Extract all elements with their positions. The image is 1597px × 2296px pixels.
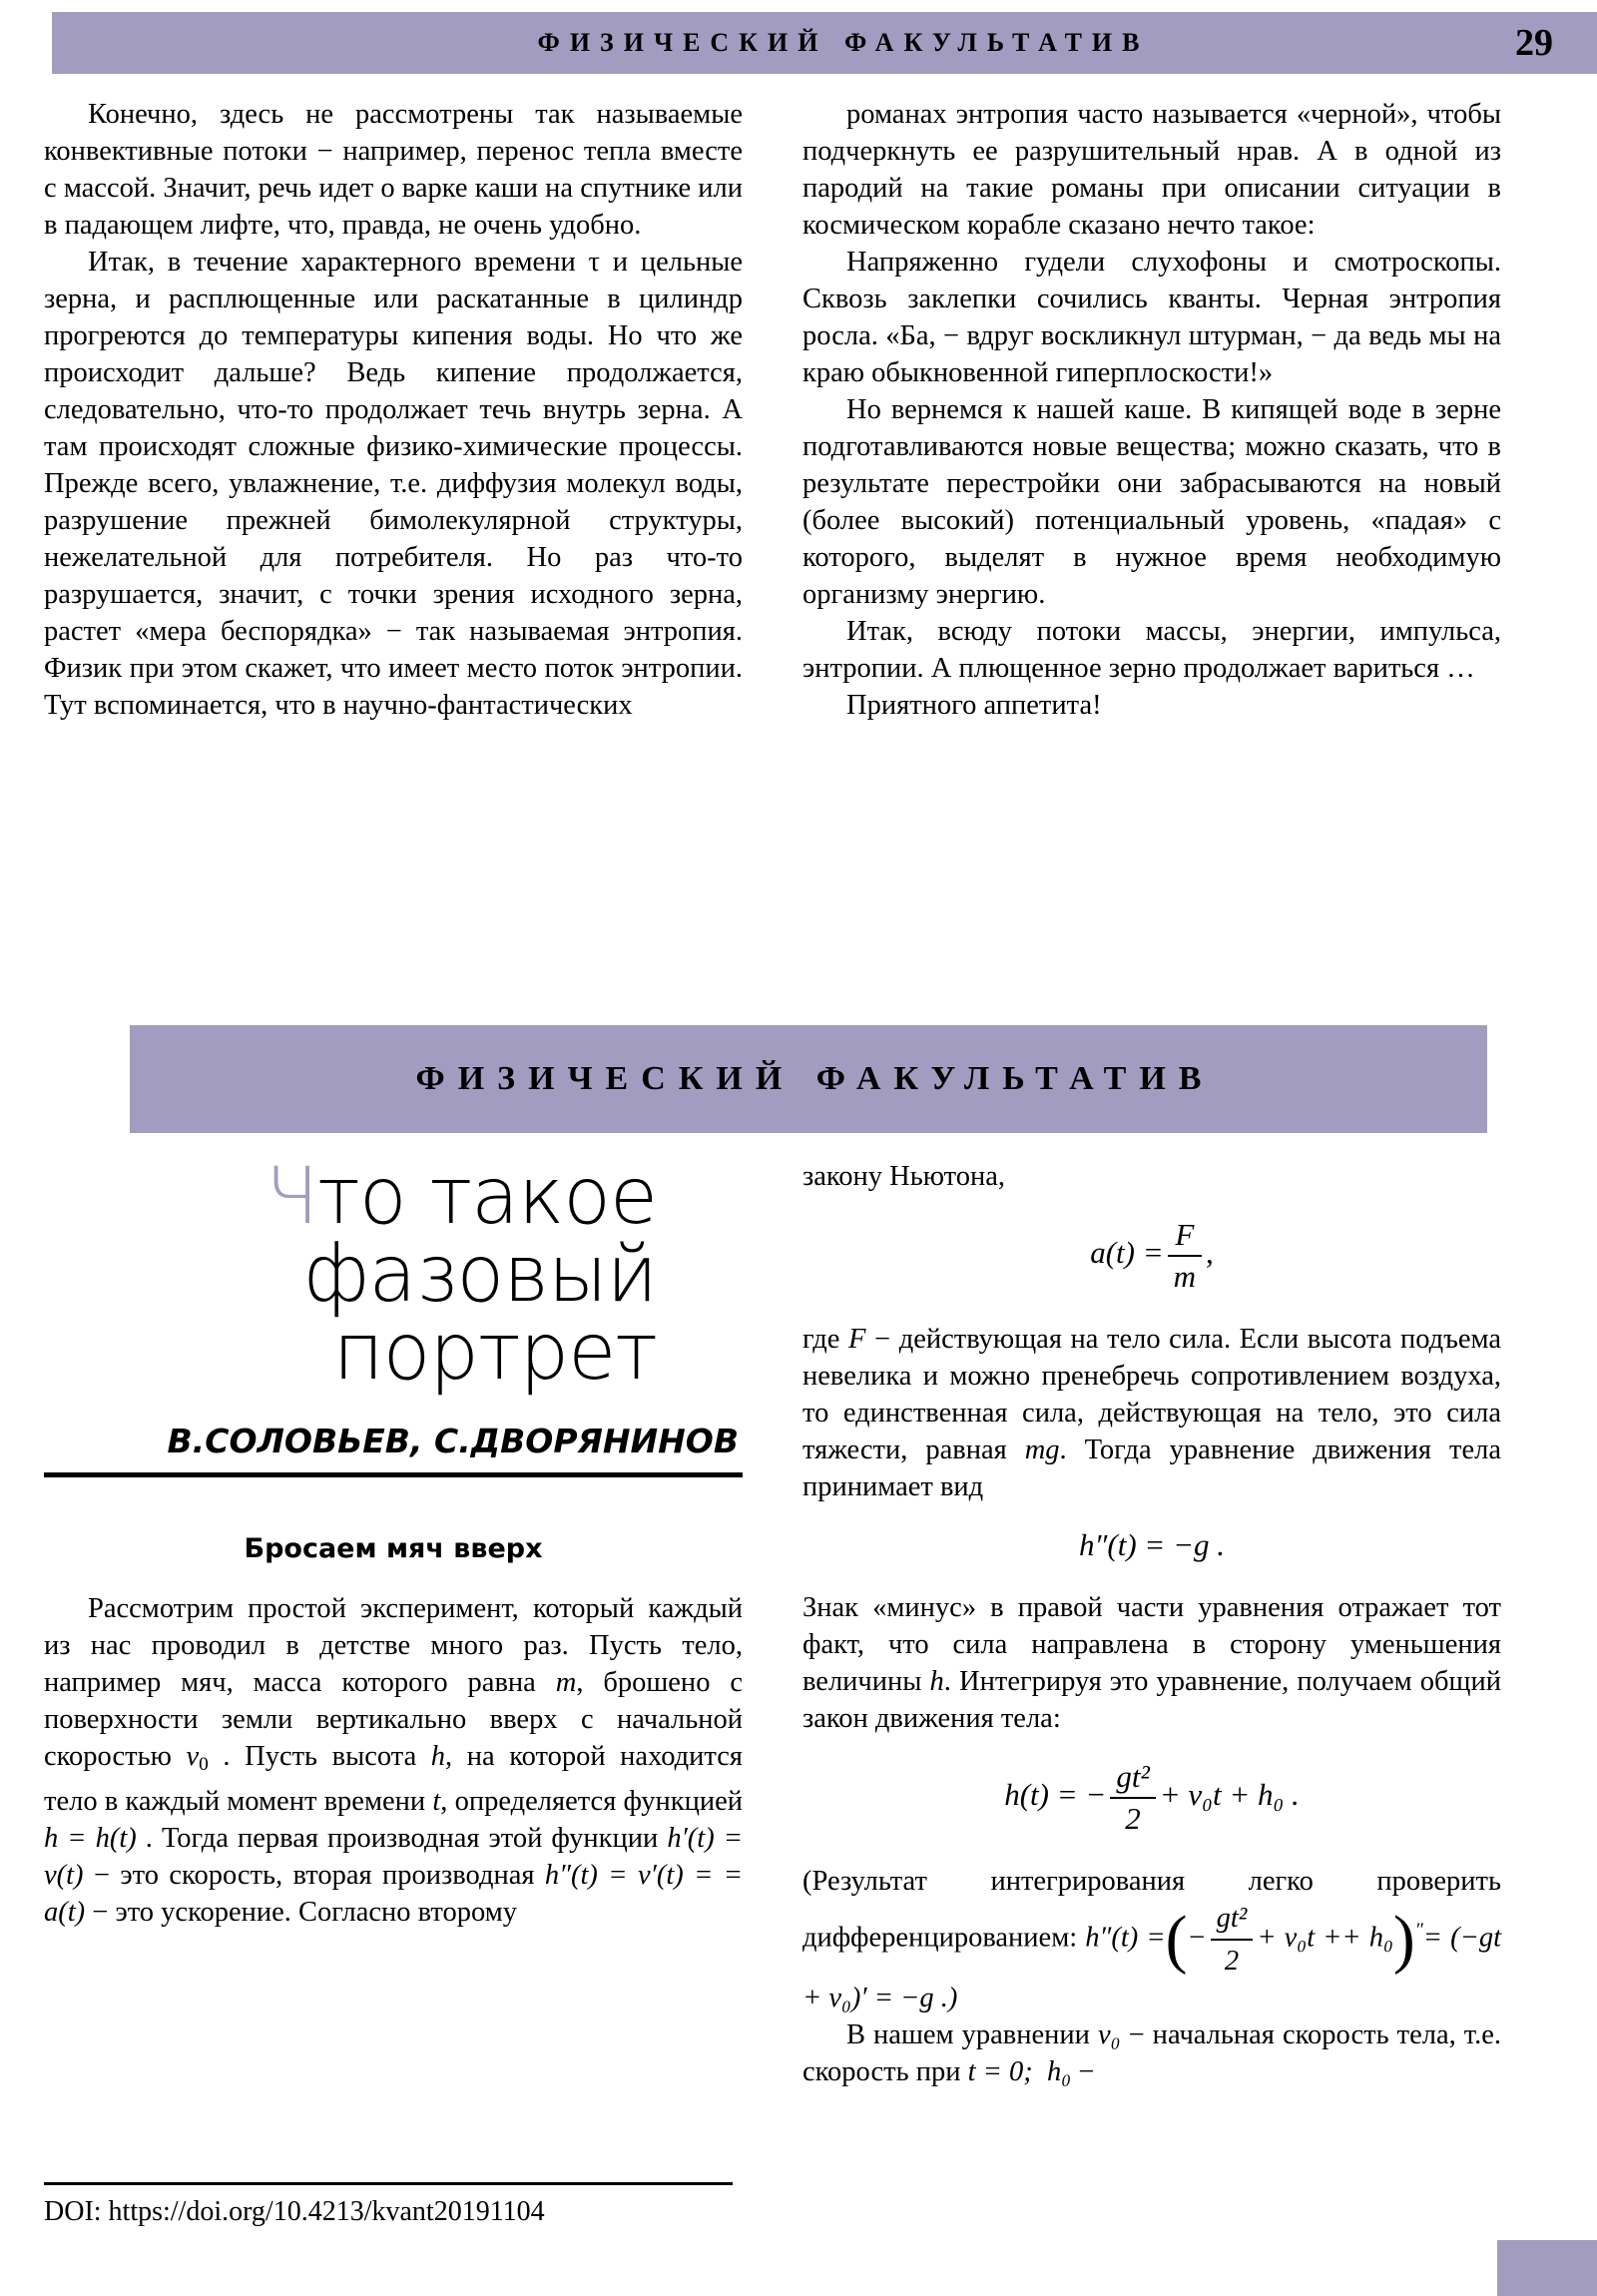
footnote-divider [44, 2182, 733, 2185]
paragraph: романах энтропия часто называется «черной», чтобы подчеркнуть ее разрушительный нрав. А в одной из пародий на такие романы при описании ситуации в космическом корабле сказано нечто такое: [802, 99, 1501, 241]
article-authors: В.СОЛОВЬЕВ, С.ДВОРЯНИНОВ [167, 1422, 739, 1460]
open-paren-glyph: ( [1165, 1903, 1188, 1976]
paragraph: Конечно, здесь не рассмотрены так называемые конвективные потоки − например, перенос тепла вместе с массой. Значит, речь идет о варке каши на спутнике или в падающем лифте, что, правда, не очень удобно. [44, 99, 743, 241]
article-title [44, 1152, 743, 1398]
top-article-columns [44, 96, 1541, 724]
paragraph: Напряженно гудели слухофоны и смотроскопы. Сквозь заклепки сочились кванты. Черная энтропия росла. «Ба, − вдруг воскликнул штурман, − да ведь мы на краю обыкновенной гиперплоскости!» [802, 247, 1501, 388]
fraction [1110, 1759, 1155, 1837]
formula-tail: , [1206, 1235, 1214, 1271]
paragraph: Итак, всюду потоки массы, энергии, импульса, энтропии. А плющенное зерно продолжает вариться … [802, 616, 1501, 684]
section-banner [130, 1025, 1487, 1133]
math-m: m [555, 1667, 577, 1698]
text-run: , на которой находится тело в каждый момент времени [44, 1741, 743, 1817]
doi-text: DOI: https://doi.org/10.4213/kvant20191104 [44, 2196, 545, 2227]
math-t: t [432, 1785, 441, 1817]
display-formula-acceleration [802, 1217, 1501, 1295]
paragraph [802, 1321, 1501, 1505]
math-h0: h₀ [1047, 2056, 1072, 2087]
text-run: , определяется функцией [440, 1785, 744, 1817]
formula-h0-term: + h₀ [1341, 1922, 1393, 1954]
fraction-numerator: gt² [1110, 1759, 1155, 1799]
text-run: В нашем уравнении [846, 2019, 1098, 2050]
fraction [1168, 1217, 1202, 1295]
top-article-left-column [44, 96, 743, 724]
section-subheading: Бросаем мяч вверх [244, 1533, 543, 1564]
math-F: F [848, 1324, 866, 1355]
fraction-denominator: 2 [1125, 1801, 1141, 1836]
double-prime-glyph: ″ [1414, 1919, 1423, 1941]
paragraph [44, 1590, 743, 1931]
section-banner-title: ФИЗИЧЕСКИЙ ФАКУЛЬТАТИВ [415, 1060, 1215, 1097]
bottom-article-left-column [44, 1152, 744, 2090]
math-v0: v₀ [1097, 2019, 1121, 2050]
math-h: h [929, 1666, 944, 1697]
formula-minus-sign: − [1187, 1922, 1207, 1954]
text-run: . Тогда первая производная этой функции [136, 1822, 668, 1854]
top-article-right-column [802, 96, 1501, 724]
formula-tail: + v₀t + h₀ . [1159, 1777, 1300, 1813]
bottom-article-columns [44, 1152, 1541, 2090]
display-formula-equation-of-motion: h″(t) = −g . [1078, 1527, 1225, 1562]
page-number: 29 [1515, 22, 1553, 64]
doi-footnote [44, 2182, 743, 2229]
fraction-denominator: 2 [1224, 1946, 1240, 1977]
page-corner-tab [1497, 2240, 1597, 2296]
title-line3: портрет [332, 1308, 657, 1398]
paragraph: закону Ньютона, [802, 1161, 1006, 1192]
paragraph: Приятного аппетита! [846, 690, 1102, 721]
math-mg: mg [1024, 1435, 1060, 1465]
paragraph [802, 1589, 1501, 1737]
text-run: , брошено с поверхности земли вертикально вверх с начальной скоростью [44, 1667, 743, 1772]
paragraph: Но вернемся к нашей каше. В кипящей воде в зерне подготавливаются новые вещества; можно сказать, что в результате перестройки они забрасываются на новый (более высокий) потенциальный уровень, «падая» с которого, выделят в нужное время необходимую организму энергию. [802, 394, 1501, 610]
running-head-title: ФИЗИЧЕСКИЙ ФАКУЛЬТАТИВ [537, 28, 1150, 57]
text-run: . Пусть высота [208, 1741, 431, 1772]
text-run: − это ускорение. Согласно второму [85, 1896, 517, 1928]
math-equation-a-of-t: = a(t) [44, 1859, 743, 1928]
display-formula-height-law [802, 1759, 1501, 1837]
math-equation-h-of-t: h = h(t) [44, 1822, 137, 1854]
close-paren-glyph: ) [1392, 1903, 1415, 1976]
fraction-denominator: m [1173, 1259, 1197, 1294]
title-line1-rest: то такое [317, 1152, 657, 1242]
text-run: − действующая на тело сила. Если высота подъема невелика и можно пренебречь сопротивлением воздуха, то единственная сила, действующая на тело, это сила тяжести, равная [802, 1324, 1502, 1465]
title-line2: фазовый [302, 1230, 657, 1320]
text-run: − [1071, 2056, 1095, 2087]
math-equation-hdoubleprime: h″(t) = v′(t) = [544, 1859, 714, 1891]
text-run: − начальная скорость тела, т.е. скорость при [802, 2019, 1501, 2087]
text-run [713, 1860, 723, 1891]
formula-tail: = (−gt + v₀)′ = −g .) [802, 1922, 1501, 2013]
math-t-equals-zero: t = 0; [967, 2056, 1033, 2087]
math-equation-hprime: h′(t) = v(t) [44, 1822, 743, 1891]
paragraph: Итак, в течение характерного времени τ и цельные зерна, и расплющенные или раскатанные в цилиндр прогреются до температуры кипения воды. Но что же происходит дальше? Ведь кипение продолжается, следовательно, что-то продолжает течь внутрь зерна. А там происходят сложные физико-химические процессы. Прежде всего, увлажнение, т.е. диффузия молекул воды, разрушение прежней бимолекулярной структуры, нежелательной для потребителя. Но раз что-то разрушается, значит, с точки зрения исходного зерна, растет «мера беспорядка» − так называемая энтропия. Физик при этом скажет, что имеет место поток энтропии. Тут вспоминается, что в научно-фантастических [44, 247, 743, 721]
text-run: где [802, 1324, 849, 1355]
paragraph [802, 2016, 1501, 2090]
formula-lhs: h(t) = − [1004, 1777, 1107, 1813]
bottom-article-right-column [802, 1158, 1501, 2090]
fraction [1211, 1900, 1254, 1980]
text-run: . Тогда уравнение движения тела принимает вид [802, 1435, 1501, 1502]
title-dropcap: Ч [265, 1152, 318, 1242]
fraction-numerator: F [1168, 1217, 1202, 1257]
text-run: Знак «минус» в правой части уравнения отражает тот факт, что сила направлена в сторону уменьшения величины [802, 1592, 1501, 1697]
page-running-header [52, 12, 1597, 74]
paragraph [802, 1863, 1501, 2016]
text-run [1033, 2056, 1047, 2087]
authors-divider [44, 1472, 743, 1477]
text-run: . Интегрируя это уравнение, получаем общий закон движения тела: [802, 1666, 1501, 1734]
formula-mid: + v₀t + [1257, 1922, 1342, 1954]
text-run: (Результат интегрирования легко проверить дифференцированием: [802, 1866, 1501, 1954]
fraction-numerator: gt² [1211, 1900, 1254, 1941]
math-equation-hdoubleprime-check: h″(t) = [1085, 1922, 1166, 1954]
math-h: h [430, 1741, 446, 1772]
math-v0: $v_0$ [186, 1741, 209, 1775]
text-run: Рассмотрим простой эксперимент, который каждый из нас проводил в детстве много раз. Пусть тело, например мяч, масса которого равна [44, 1593, 743, 1698]
text-run: − это скорость, вторая производная [83, 1859, 545, 1891]
formula-lhs: a(t) = [1090, 1235, 1164, 1271]
